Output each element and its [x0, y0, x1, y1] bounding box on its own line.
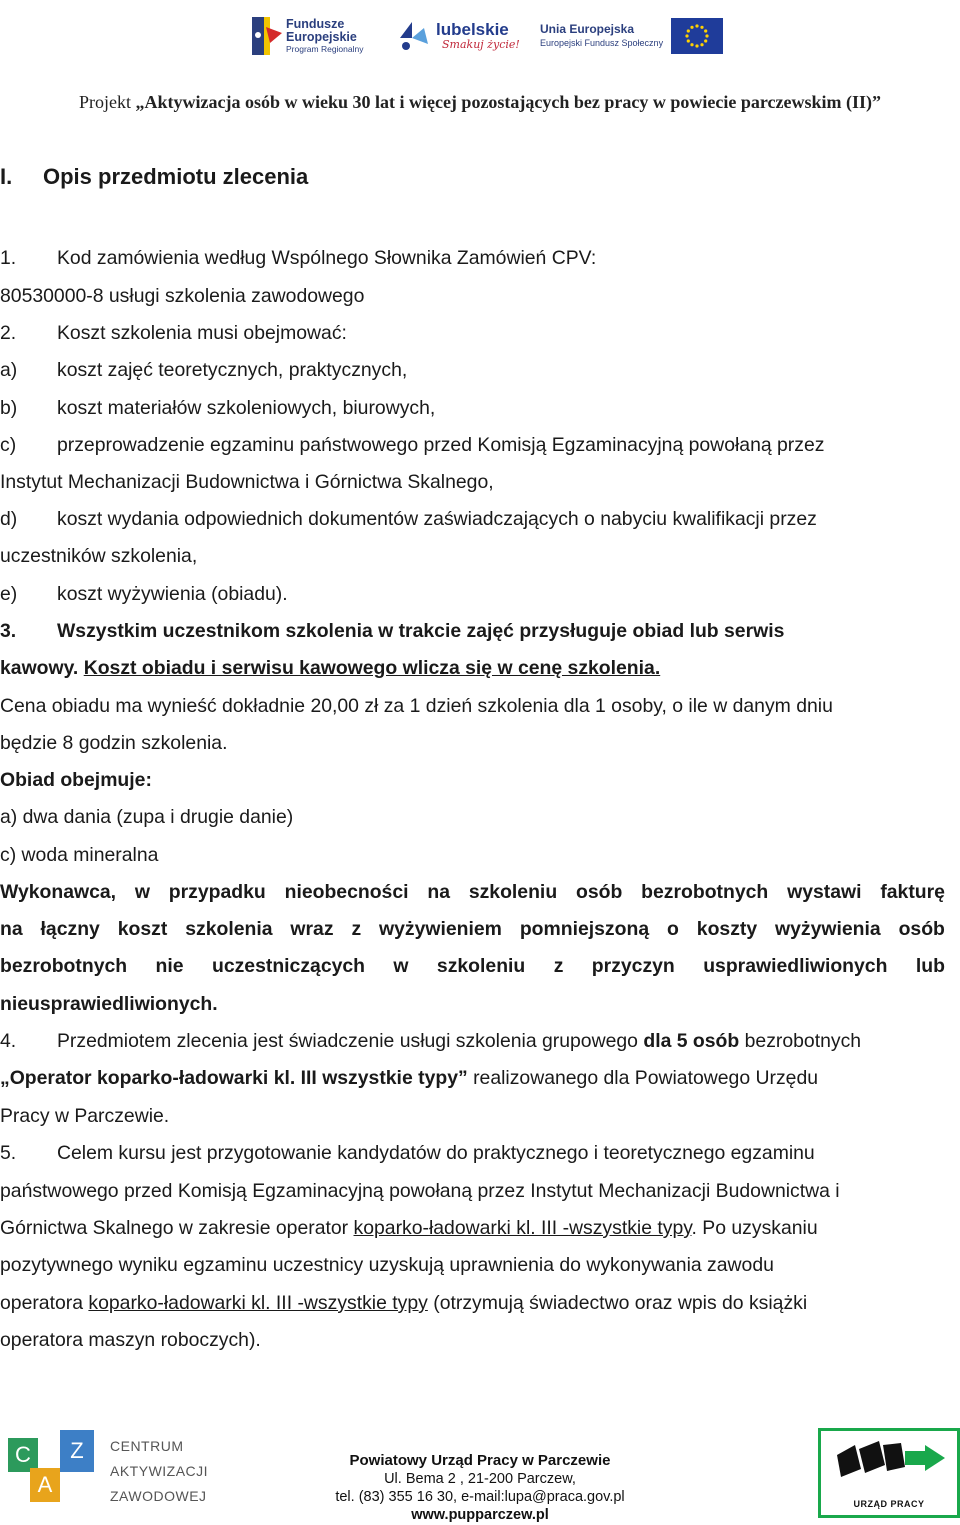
urzad-pracy-logo — [818, 1428, 960, 1518]
item-3-cont-underlined: Koszt obiadu i serwisu kawowego wlicza się w cenę szkolenia. — [83, 657, 661, 679]
lubelskie-icon — [398, 18, 436, 54]
word: z — [553, 955, 564, 977]
wykonawca-line-1 — [0, 881, 945, 903]
word: uczestniczących — [211, 955, 366, 977]
item-2b-label: b) — [0, 397, 18, 419]
item-2c-text: przeprowadzenie egzaminu państwowego przed Komisją Egzaminacyjną powołaną przez — [57, 434, 825, 456]
word: wraz — [290, 918, 334, 940]
item-2a-label: a) — [0, 359, 18, 381]
project-title — [0, 92, 960, 113]
wykonawca-line-3 — [0, 955, 945, 977]
fe-logo-line3: Program Regionalny — [286, 43, 364, 54]
item-2-text: Koszt szkolenia musi obejmować: — [57, 322, 347, 344]
urzad-pracy-label: URZĄD PRACY — [853, 1499, 925, 1509]
item-5-number: 5. — [0, 1142, 17, 1164]
fe-logo-line2: Europejskie — [286, 29, 357, 44]
item-2c-continuation: Instytut Mechanizacji Budownictwa i Górnictwa Skalnego, — [0, 471, 494, 493]
item-2d-label: d) — [0, 508, 18, 530]
word: usprawiedliwionych — [703, 955, 888, 977]
item-2e-text: koszt wyżywienia (obiadu). — [57, 583, 288, 605]
item-2-number: 2. — [0, 322, 17, 344]
word: nie — [155, 955, 184, 977]
lubelskie-name: lubelskie — [436, 20, 509, 39]
office-name: Powiatowy Urząd Pracy w Parczewie — [349, 1452, 611, 1469]
item-5-line-3-underlined: koparko-ładowarki kl. III -wszystkie typy — [353, 1217, 692, 1239]
caz-line-3: ZAWODOWEJ — [110, 1488, 207, 1504]
item-5-line-6: operatora maszyn roboczych). — [0, 1329, 261, 1351]
ue-logo-line2: Europejski Fundusz Społeczny — [540, 38, 664, 48]
word: przyczyn — [591, 955, 675, 977]
item-2e-label: e) — [0, 583, 18, 605]
item-4-continuation — [0, 1067, 818, 1089]
obiad-item-c: c) woda mineralna — [0, 844, 159, 866]
word: lub — [915, 955, 945, 977]
word: Wykonawca, — [0, 881, 117, 903]
office-contact — [300, 1452, 660, 1524]
word: osób — [576, 881, 623, 903]
item-5-line-2: państwowego przed Komisją Egzaminacyjną powołaną przez Instytut Mechanizacji Budownictwa i — [0, 1180, 840, 1202]
word: wyżywieniem — [379, 918, 502, 940]
item-5-text: Celem kursu jest przygotowanie kandydatów do praktycznego i teoretycznego egzaminu — [57, 1142, 815, 1164]
lubelskie-logo — [398, 10, 520, 62]
word: pomniejszoną — [519, 918, 650, 940]
word: koszt — [117, 918, 168, 940]
caz-letter-z: Z — [60, 1430, 94, 1472]
word: na — [427, 881, 450, 903]
cpv-code: 80530000-8 usługi szkolenia zawodowego — [0, 285, 365, 307]
item-4-text-bold: dla 5 osób — [643, 1030, 740, 1052]
item-5-line-5-underlined: koparko-ładowarki kl. III -wszystkie typy — [88, 1292, 428, 1314]
word: łączny — [40, 918, 100, 940]
word: szkolenia — [185, 918, 273, 940]
word: koszty — [696, 918, 758, 940]
word: osób — [898, 918, 945, 940]
price-line-1: Cena obiadu ma wynieść dokładnie 20,00 zł za 1 dzień szkolenia dla 1 osoby, o ile w danym dniu — [0, 695, 833, 717]
section-number: I. — [0, 164, 13, 189]
item-4-text — [57, 1030, 861, 1052]
item-4-continuation-2: Pracy w Parczewie. — [0, 1105, 170, 1127]
item-1-text: Kod zamówienia według Wspólnego Słownika Zamówień CPV: — [57, 247, 597, 269]
caz-letter-c: C — [8, 1438, 38, 1472]
word: przypadku — [168, 881, 266, 903]
item-4-number: 4. — [0, 1030, 17, 1052]
unia-europejska-logo — [540, 10, 723, 62]
item-4-text-a: Przedmiotem zlecenia jest świadczenie usługi szkolenia grupowego — [57, 1030, 644, 1052]
item-5-line-4: pozytywnego wyniku egzaminu uczestnicy uzyskują uprawnienia do wykonywania zawodu — [0, 1254, 774, 1276]
word: z — [351, 918, 362, 940]
word: nieobecności — [284, 881, 409, 903]
wykonawca-line-4: nieusprawiedliwionych. — [0, 993, 218, 1015]
course-name: „Operator koparko-ładowarki kl. III wszystkie typy” — [0, 1067, 468, 1089]
fundusze-europejskie-icon — [252, 13, 282, 59]
caz-line-2: AKTYWIZACJI — [110, 1463, 209, 1479]
word: wystawi — [787, 881, 862, 903]
word: o — [667, 918, 679, 940]
word: bezrobotnych — [641, 881, 769, 903]
office-address: Ul. Bema 2 , 21-200 Parczew, — [384, 1471, 576, 1487]
fe-logo-line1: Fundusze — [286, 16, 345, 31]
word: bezrobotnych — [0, 955, 128, 977]
item-3-number: 3. — [0, 620, 17, 642]
item-2d-continuation: uczestników szkolenia, — [0, 545, 198, 567]
office-contact-line: tel. (83) 355 16 30, e-mail:lupa@praca.gov.pl — [335, 1489, 625, 1505]
item-2b-text: koszt materiałów szkoleniowych, biurowych, — [57, 397, 436, 419]
item-1-number: 1. — [0, 247, 17, 269]
project-name: „Aktywizacja osób w wieku 30 lat i więcej pozostających bez pracy w powiecie parczewskim (II)” — [135, 92, 882, 112]
word: na — [0, 918, 23, 940]
item-5-line-5 — [0, 1292, 807, 1314]
office-website: www.pupparczew.pl — [411, 1507, 549, 1523]
item-4-text-c: bezrobotnych — [739, 1030, 862, 1052]
item-5-line-5-a: operatora — [0, 1292, 89, 1314]
word: fakturę — [880, 881, 945, 903]
item-4-cont-rest: realizowanego dla Powiatowego Urzędu — [467, 1067, 819, 1089]
urzad-pracy-icon — [821, 1435, 957, 1497]
item-3-continuation — [0, 657, 660, 679]
item-3-text: Wszystkim uczestnikom szkolenia w trakcie zajęć przysługuje obiad lub serwis — [57, 620, 785, 642]
header-logos — [0, 10, 960, 62]
wykonawca-line-2 — [0, 918, 945, 940]
obiad-heading: Obiad obejmuje: — [0, 769, 152, 791]
word: wyżywienia — [775, 918, 881, 940]
item-2a-text: koszt zajęć teoretycznych, praktycznych, — [57, 359, 408, 381]
caz-line-1: CENTRUM — [110, 1438, 184, 1454]
eu-flag-icon — [671, 18, 723, 54]
ue-logo-line1: Unia Europejska — [540, 22, 635, 36]
word: w — [393, 955, 409, 977]
word: szkoleniu — [436, 955, 526, 977]
obiad-item-a: a) dwa dania (zupa i drugie danie) — [0, 806, 294, 828]
fundusze-europejskie-logo — [252, 10, 363, 62]
word: w — [134, 881, 150, 903]
caz-letter-a: A — [30, 1468, 60, 1502]
item-2d-text: koszt wydania odpowiednich dokumentów zaświadczających o nabyciu kwalifikacji przez — [57, 508, 817, 530]
item-2c-label: c) — [0, 434, 17, 456]
item-5-line-5-b: (otrzymują świadectwo oraz wpis do książki — [427, 1292, 808, 1314]
project-prefix: Projekt — [78, 92, 136, 112]
item-5-line-3-a: Górnictwa Skalnego w zakresie operator — [0, 1217, 354, 1239]
word: szkoleniu — [468, 881, 558, 903]
centrum-aktywizacji-zawodowej-logo — [4, 1424, 224, 1516]
price-line-2: będzie 8 godzin szkolenia. — [0, 732, 228, 754]
item-3-cont-bold: kawowy. — [0, 657, 84, 679]
item-5-line-3-b: . Po uzyskaniu — [691, 1217, 818, 1239]
item-5-line-3 — [0, 1217, 818, 1239]
section-title: Opis przedmiotu zlecenia — [43, 164, 309, 189]
lubelskie-slogan: Smakuj życie! — [442, 38, 520, 51]
